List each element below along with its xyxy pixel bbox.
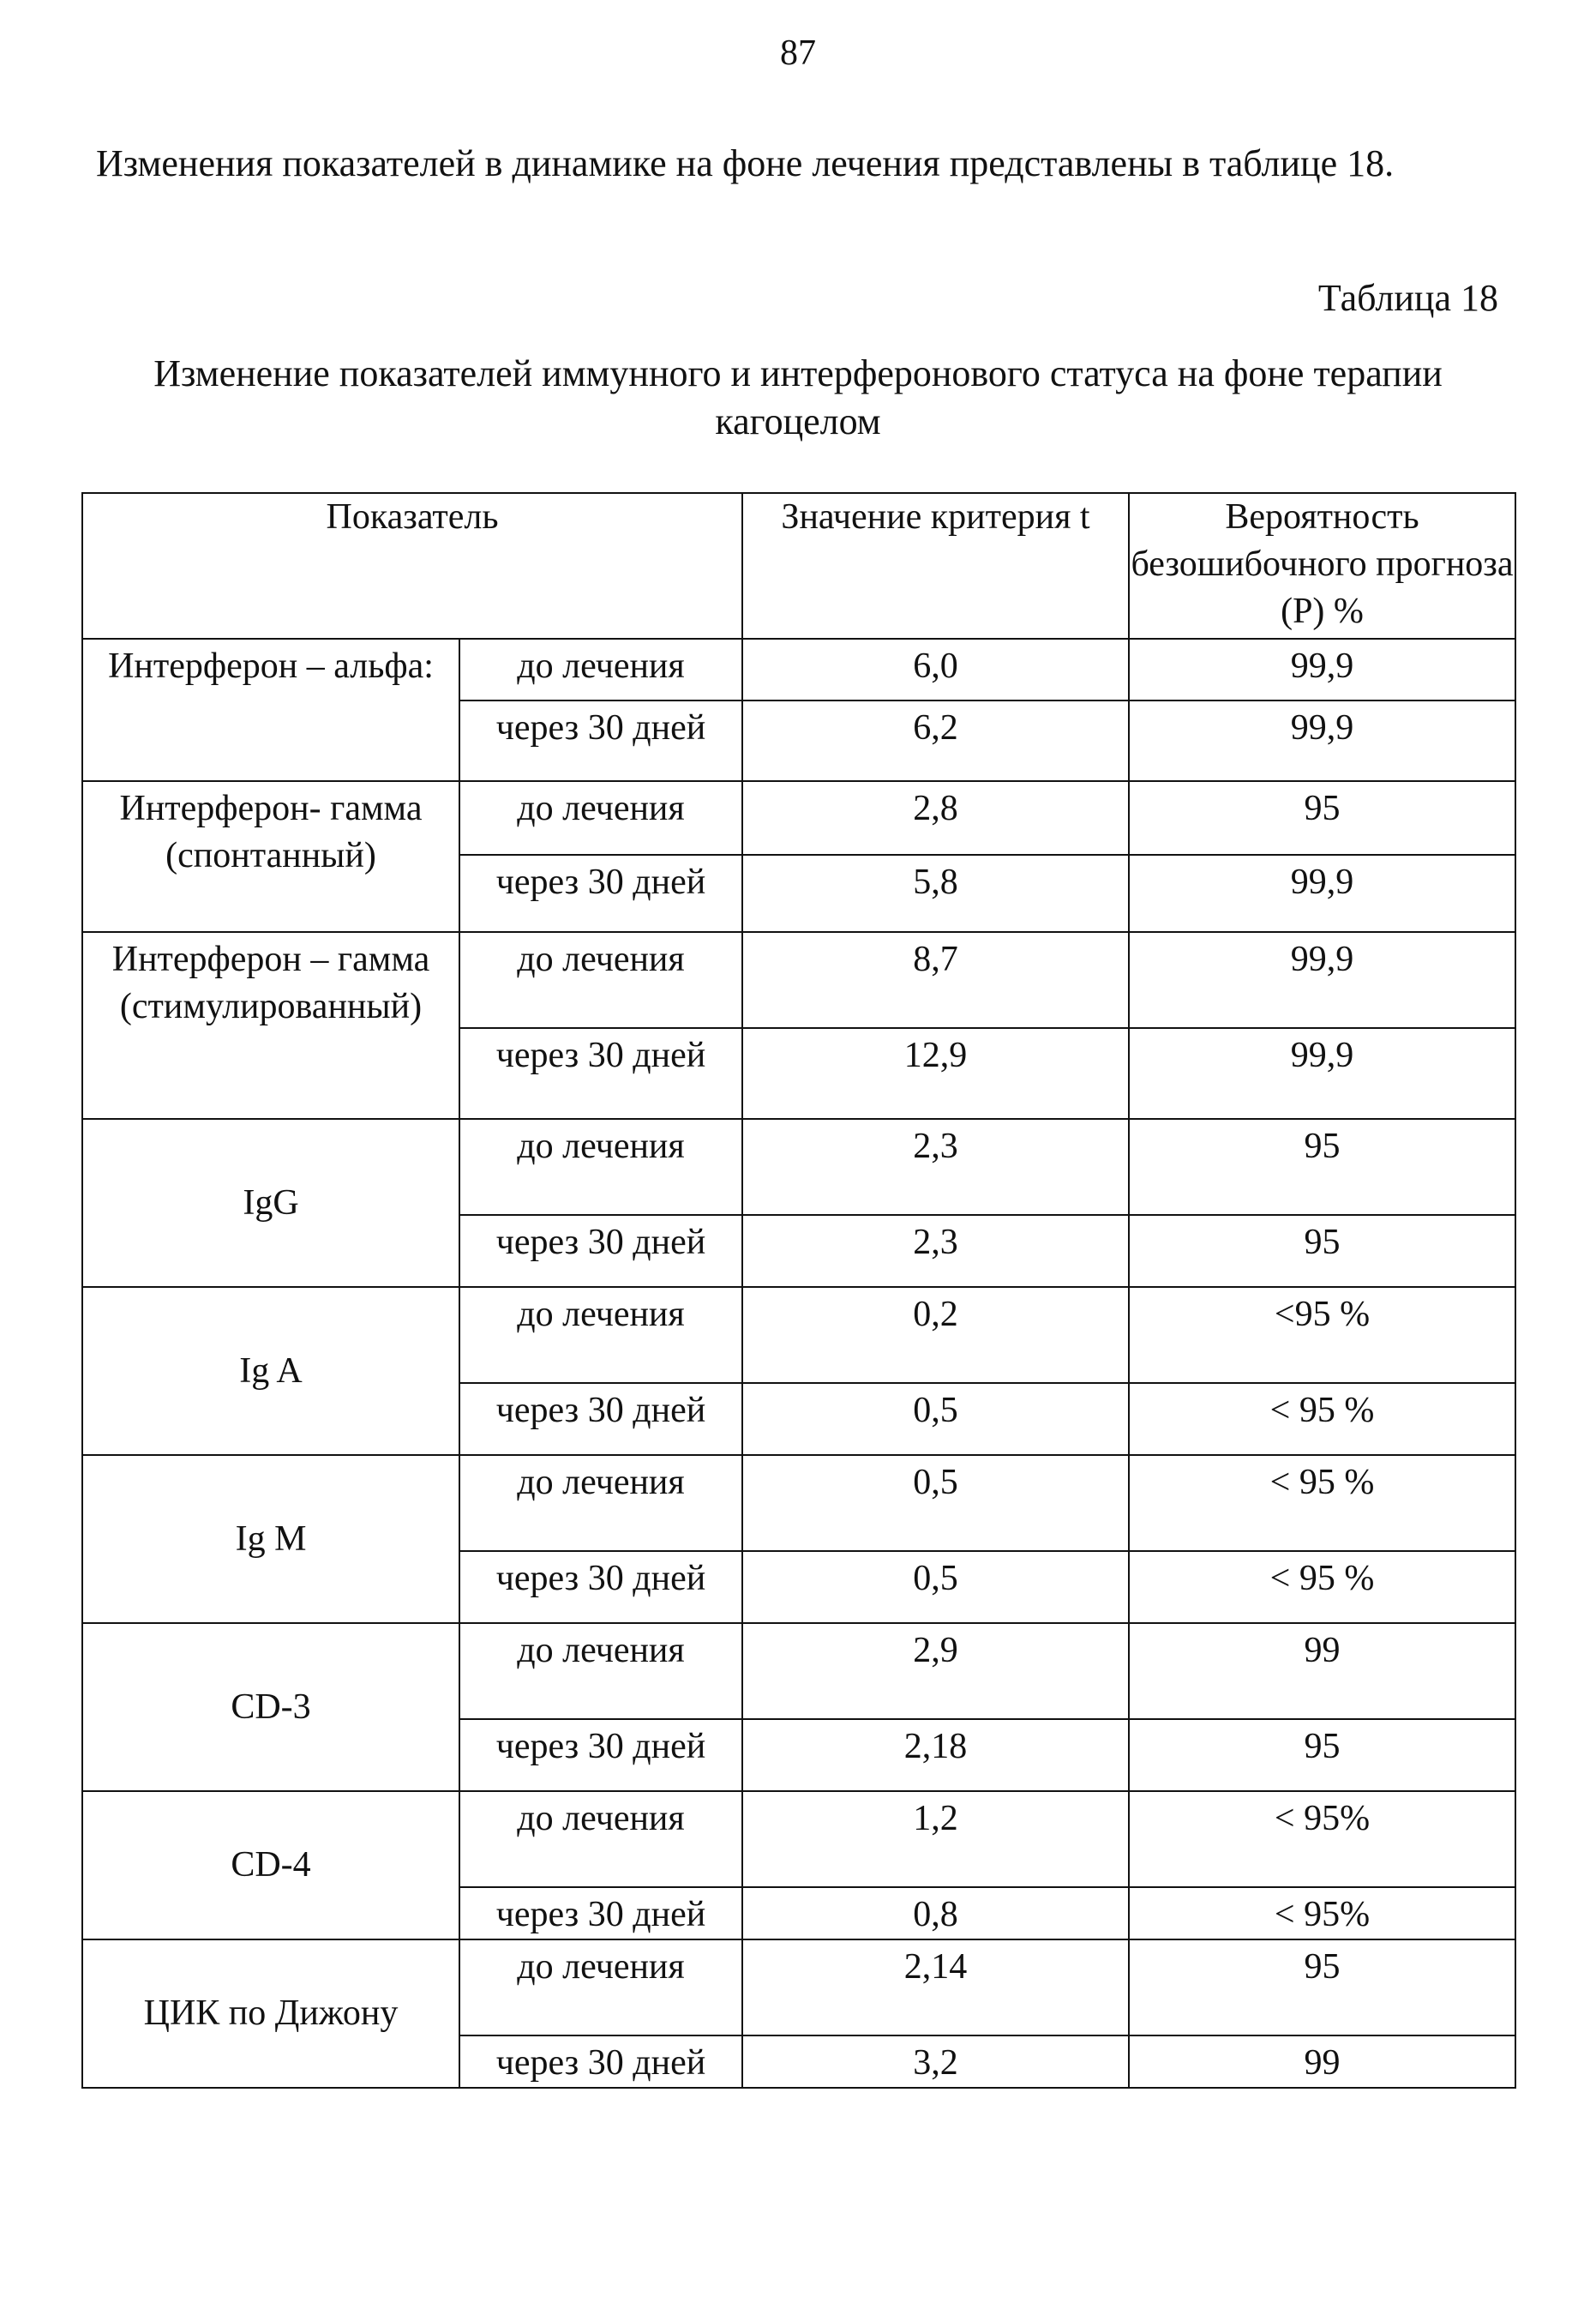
- header-t-value: Значение критерия t: [742, 493, 1129, 639]
- probability-cell: 99,9: [1129, 855, 1515, 932]
- stage-cell: до лечения: [459, 1939, 742, 2035]
- stage-cell: до лечения: [459, 1119, 742, 1215]
- table-row: [82, 932, 1515, 1028]
- indicator-cell: CD-3: [82, 1623, 459, 1791]
- probability-cell: < 95 %: [1129, 1551, 1515, 1623]
- table-row: [82, 1455, 1515, 1551]
- t-value-cell: 6,0: [742, 639, 1129, 701]
- probability-cell: < 95%: [1129, 1791, 1515, 1887]
- stage-cell: до лечения: [459, 1623, 742, 1719]
- table-row: [82, 1119, 1515, 1215]
- probability-cell: 99: [1129, 2035, 1515, 2088]
- probability-cell: 95: [1129, 1719, 1515, 1791]
- probability-cell: 99,9: [1129, 639, 1515, 701]
- stage-cell: через 30 дней: [459, 2035, 742, 2088]
- stage-cell: через 30 дней: [459, 1383, 742, 1455]
- table-title: [86, 350, 1510, 446]
- t-value-cell: 3,2: [742, 2035, 1129, 2088]
- indicator-cell: IgG: [82, 1119, 459, 1287]
- indicator-cell: Ig M: [82, 1455, 459, 1623]
- probability-cell: 99,9: [1129, 701, 1515, 781]
- t-value-cell: 12,9: [742, 1028, 1129, 1119]
- stage-cell: до лечения: [459, 1287, 742, 1383]
- t-value-cell: 2,18: [742, 1719, 1129, 1791]
- indicator-cell: Интерферон – гамма (стимулированный): [82, 932, 459, 1119]
- stage-cell: до лечения: [459, 639, 742, 701]
- probability-cell: 99,9: [1129, 1028, 1515, 1119]
- stage-cell: через 30 дней: [459, 1028, 742, 1119]
- t-value-cell: 2,3: [742, 1119, 1129, 1215]
- stage-cell: до лечения: [459, 932, 742, 1028]
- header-indicator: Показатель: [82, 493, 742, 639]
- t-value-cell: 0,5: [742, 1383, 1129, 1455]
- t-value-cell: 2,9: [742, 1623, 1129, 1719]
- indicator-cell: CD-4: [82, 1791, 459, 1939]
- table-row: [82, 1623, 1515, 1719]
- probability-cell: < 95%: [1129, 1887, 1515, 1939]
- stage-cell: до лечения: [459, 1791, 742, 1887]
- intro-paragraph: Изменения показателей в динамике на фоне лечения представлены в таблице 18.: [96, 142, 1395, 184]
- table-row: [82, 1287, 1515, 1383]
- table-row: [82, 1791, 1515, 1887]
- probability-cell: 99: [1129, 1623, 1515, 1719]
- results-table: [81, 492, 1516, 2089]
- table-row: [82, 1939, 1515, 2035]
- probability-cell: < 95 %: [1129, 1455, 1515, 1551]
- t-value-cell: 5,8: [742, 855, 1129, 932]
- probability-cell: <95 %: [1129, 1287, 1515, 1383]
- t-value-cell: 1,2: [742, 1791, 1129, 1887]
- stage-cell: через 30 дней: [459, 1215, 742, 1287]
- stage-cell: через 30 дней: [459, 855, 742, 932]
- stage-cell: до лечения: [459, 781, 742, 855]
- indicator-cell: Интерферон- гамма (спонтанный): [82, 781, 459, 932]
- t-value-cell: 0,8: [742, 1887, 1129, 1939]
- stage-cell: до лечения: [459, 1455, 742, 1551]
- t-value-cell: 8,7: [742, 932, 1129, 1028]
- page-number: 87: [780, 33, 816, 73]
- stage-cell: через 30 дней: [459, 701, 742, 781]
- table-header-row: [82, 493, 1515, 639]
- table-label: Таблица 18: [1317, 277, 1498, 319]
- probability-cell: 95: [1129, 1119, 1515, 1215]
- t-value-cell: 0,5: [742, 1455, 1129, 1551]
- indicator-cell: Интерферон – альфа:: [82, 639, 459, 781]
- t-value-cell: 2,8: [742, 781, 1129, 855]
- probability-cell: 99,9: [1129, 932, 1515, 1028]
- table-row: [82, 781, 1515, 855]
- t-value-cell: 2,3: [742, 1215, 1129, 1287]
- stage-cell: через 30 дней: [459, 1551, 742, 1623]
- t-value-cell: 0,5: [742, 1551, 1129, 1623]
- t-value-cell: 2,14: [742, 1939, 1129, 2035]
- probability-cell: 95: [1129, 1939, 1515, 2035]
- table-title-line-2: кагоцелом: [715, 400, 881, 442]
- probability-cell: 95: [1129, 781, 1515, 855]
- header-probability: Вероятность безошибочного прогноза (Р) %: [1129, 493, 1515, 639]
- table-row: [82, 639, 1515, 701]
- t-value-cell: 6,2: [742, 701, 1129, 781]
- table-title-line-1: Изменение показателей иммунного и интерферонового статуса на фоне терапии: [153, 352, 1443, 394]
- indicator-cell: ЦИК по Дижону: [82, 1939, 459, 2088]
- indicator-cell: Ig A: [82, 1287, 459, 1455]
- probability-cell: 95: [1129, 1215, 1515, 1287]
- stage-cell: через 30 дней: [459, 1887, 742, 1939]
- probability-cell: < 95 %: [1129, 1383, 1515, 1455]
- t-value-cell: 0,2: [742, 1287, 1129, 1383]
- stage-cell: через 30 дней: [459, 1719, 742, 1791]
